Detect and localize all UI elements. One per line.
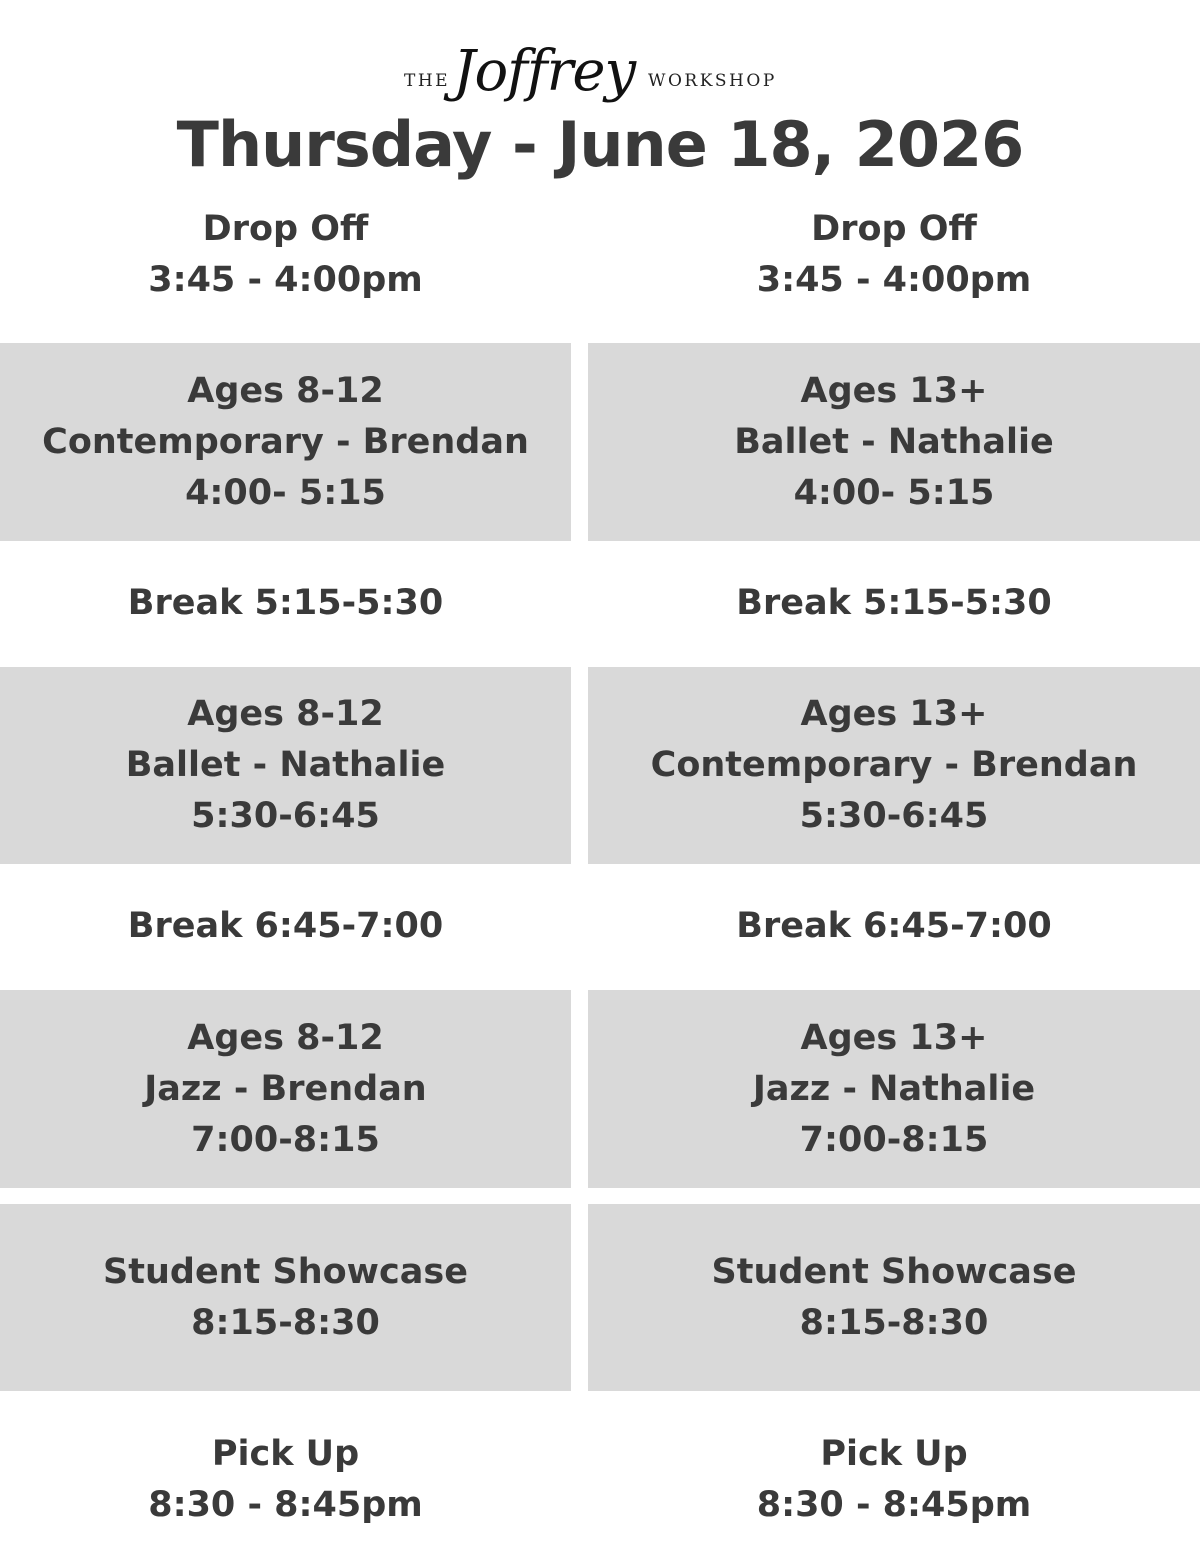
block-line: Drop Off xyxy=(811,209,977,249)
block-line: 4:00- 5:15 xyxy=(793,472,995,513)
logo-script: Joffrey xyxy=(453,39,636,104)
break-1-left xyxy=(0,578,571,629)
block-line: Ages 13+ xyxy=(800,1017,988,1058)
showcase-left xyxy=(0,1204,571,1391)
drop-off-left xyxy=(0,204,571,306)
break-2-left xyxy=(0,901,571,952)
pick-up-right xyxy=(588,1429,1200,1531)
block-line: 7:00-8:15 xyxy=(191,1119,380,1160)
pick-up-left xyxy=(0,1429,571,1531)
block-line: Contemporary - Brendan xyxy=(42,421,529,462)
drop-off-right xyxy=(588,204,1200,306)
block-line: Ages 8-12 xyxy=(187,1017,384,1058)
session-1-right xyxy=(588,343,1200,541)
block-line: Break 5:15-5:30 xyxy=(127,583,444,623)
break-2-right xyxy=(588,901,1200,952)
block-line: Jazz - Nathalie xyxy=(752,1068,1036,1109)
block-line: 5:30-6:45 xyxy=(191,796,380,836)
block-line: Pick Up xyxy=(820,1434,968,1474)
block-line: 8:30 - 8:45pm xyxy=(148,1485,423,1525)
session-2-left xyxy=(0,667,571,864)
block-line: Jazz - Brendan xyxy=(144,1068,427,1109)
block-line: 8:15-8:30 xyxy=(191,1302,380,1343)
block-line: Drop Off xyxy=(202,209,369,249)
logo-suffix: WORKSHOP xyxy=(648,71,777,91)
block-line: Ballet - Nathalie xyxy=(734,421,1054,462)
session-3-right xyxy=(588,990,1200,1188)
block-line: Pick Up xyxy=(211,1434,360,1474)
block-line: 5:30-6:45 xyxy=(799,796,989,836)
page-title: Thursday - June 18, 2026 xyxy=(176,108,1024,181)
logo-prefix: THE xyxy=(404,71,451,91)
block-line: 3:45 - 4:00pm xyxy=(148,260,423,300)
session-3-left xyxy=(0,990,571,1188)
session-1-left xyxy=(0,343,571,541)
block-line: 7:00-8:15 xyxy=(799,1119,989,1160)
break-1-right xyxy=(588,578,1200,629)
block-line: Break 6:45-7:00 xyxy=(736,906,1052,946)
block-line: Student Showcase xyxy=(103,1251,468,1292)
block-line: Ages 8-12 xyxy=(187,694,384,734)
session-2-right xyxy=(588,667,1200,864)
block-line: Ages 13+ xyxy=(800,694,988,734)
block-line: 8:15-8:30 xyxy=(799,1302,989,1343)
block-line: 8:30 - 8:45pm xyxy=(756,1485,1032,1525)
block-line: Student Showcase xyxy=(711,1251,1077,1292)
block-line: Ballet - Nathalie xyxy=(125,745,446,785)
block-line: 4:00- 5:15 xyxy=(185,472,386,513)
block-line: Ages 8-12 xyxy=(187,370,384,411)
block-line: Break 6:45-7:00 xyxy=(127,906,444,946)
block-line: 3:45 - 4:00pm xyxy=(756,260,1032,300)
block-line: Contemporary - Brendan xyxy=(650,745,1138,785)
showcase-right xyxy=(588,1204,1200,1391)
block-line: Ages 13+ xyxy=(800,370,988,411)
block-line: Break 5:15-5:30 xyxy=(736,583,1052,623)
